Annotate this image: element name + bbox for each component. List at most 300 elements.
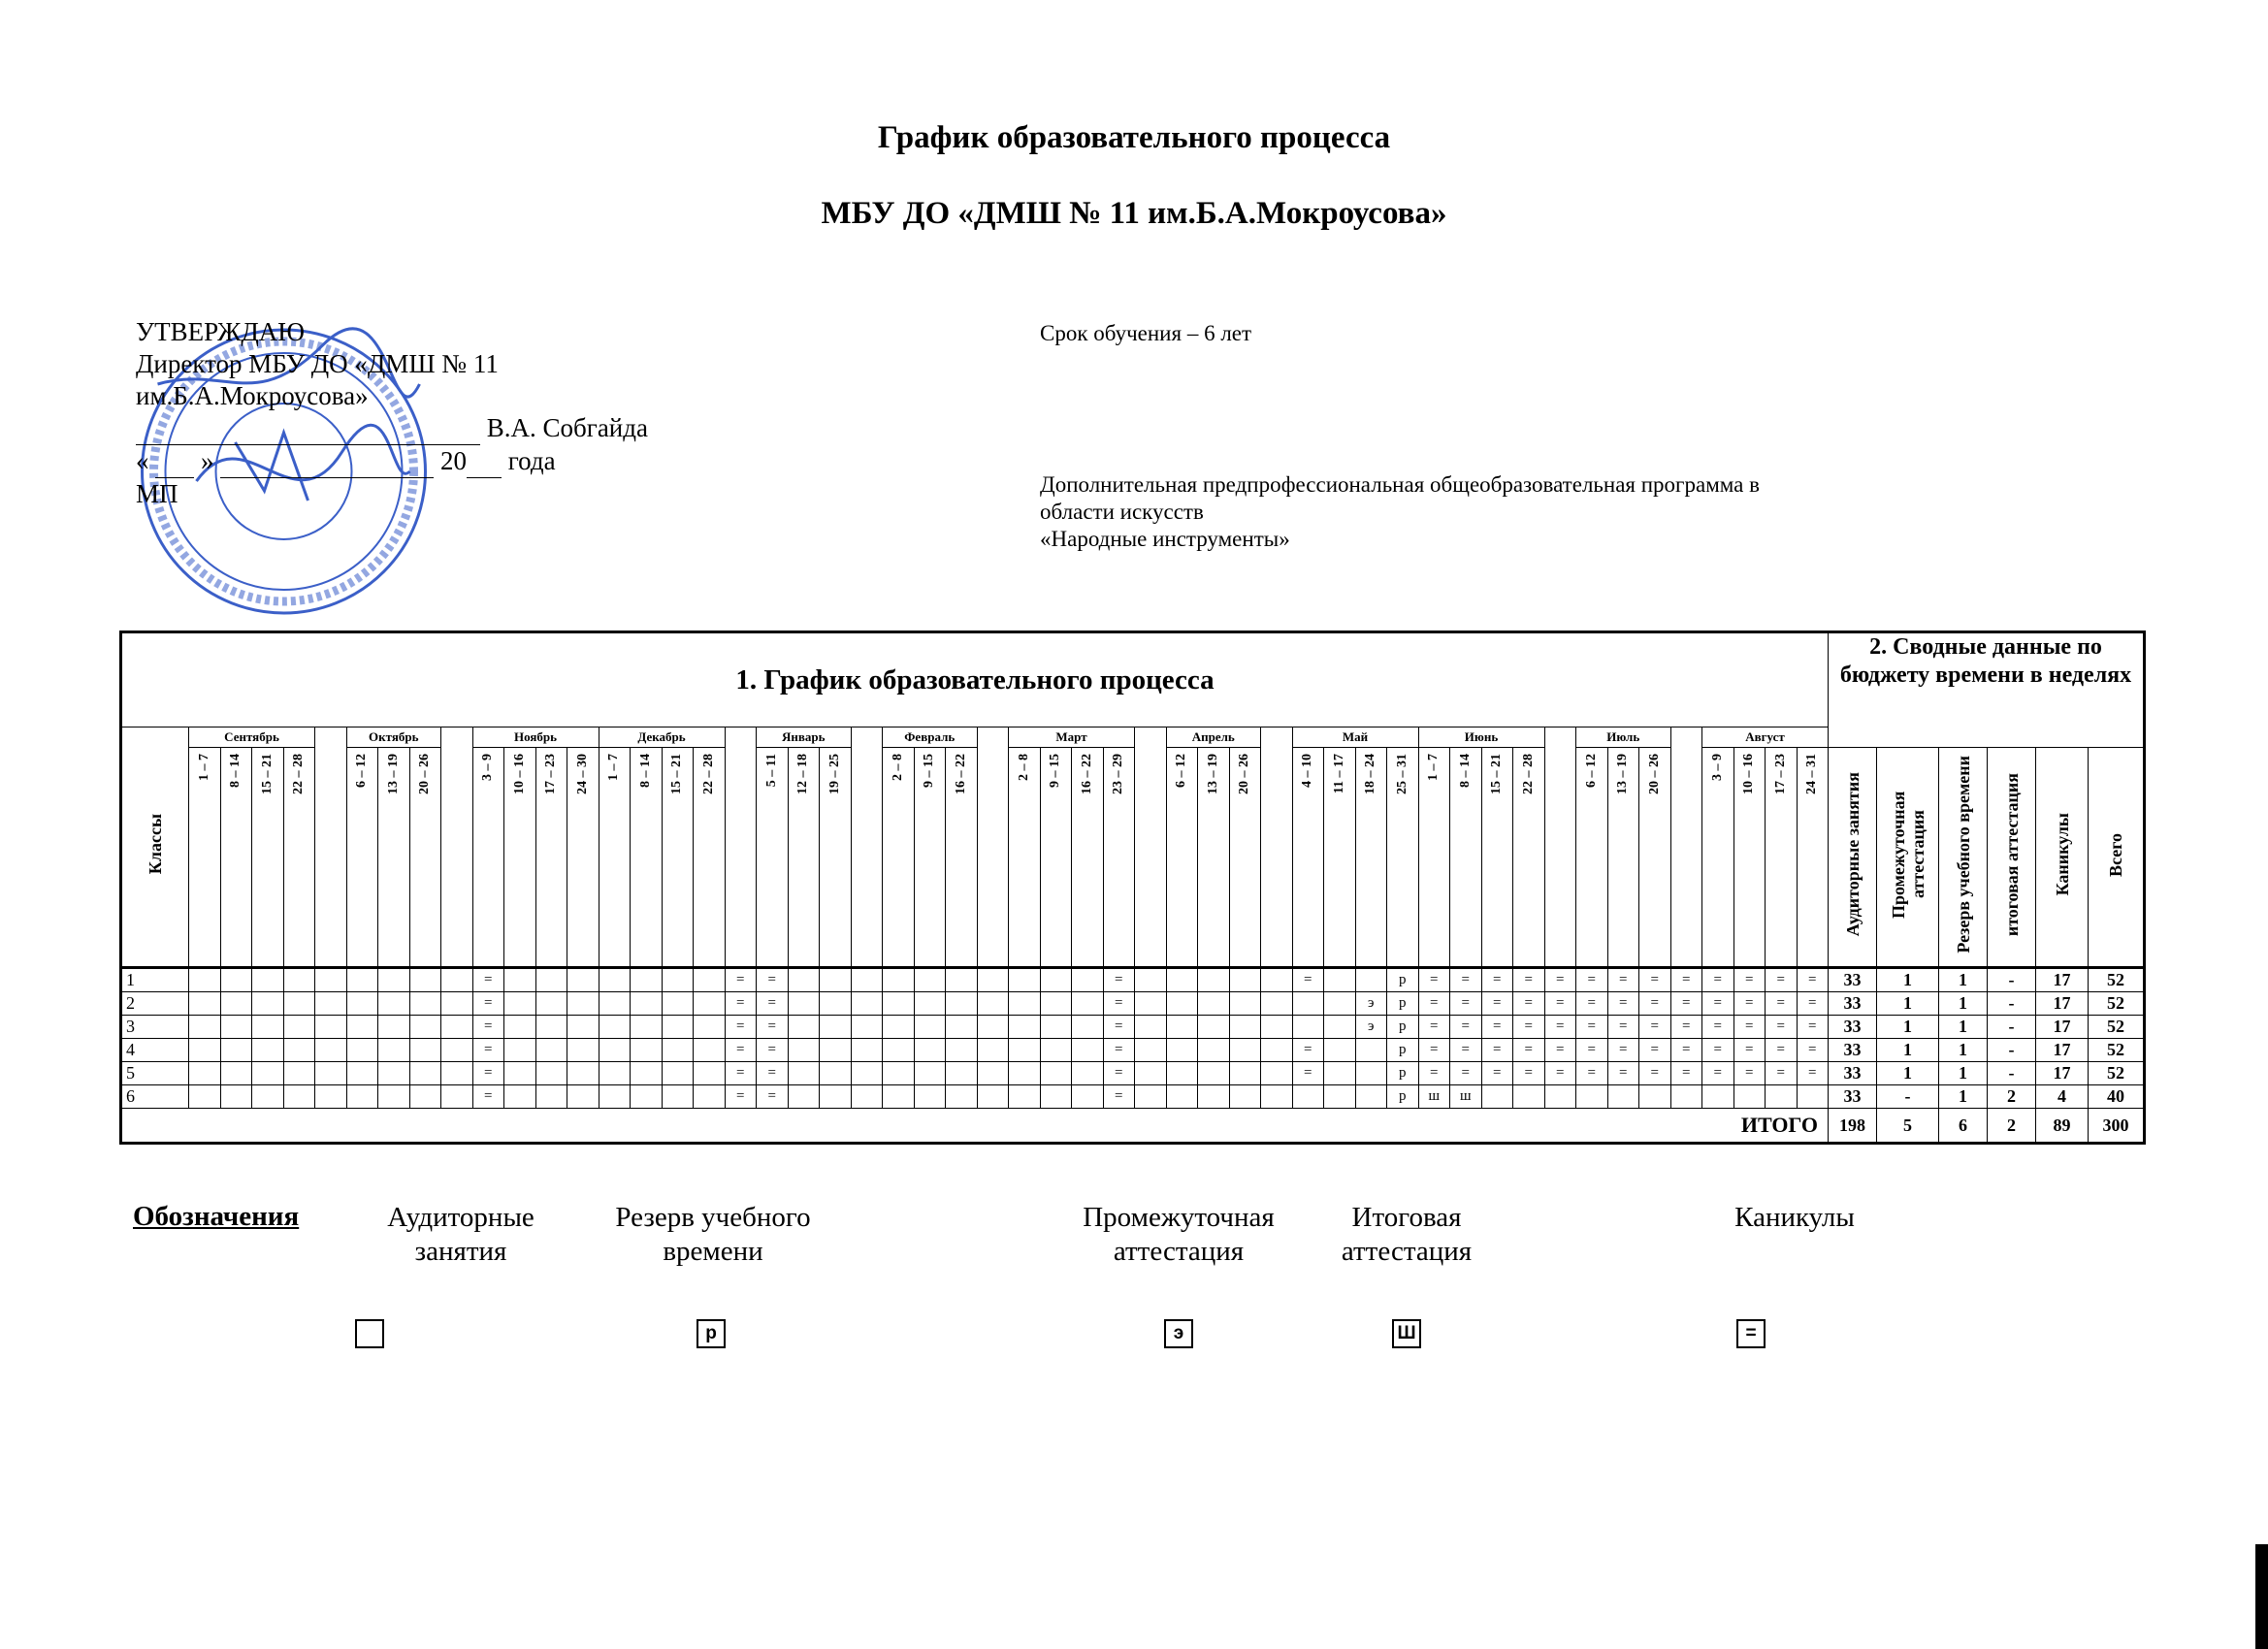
schedule-cell bbox=[631, 1016, 663, 1039]
summary-column-header: Промежуточная аттестация bbox=[1877, 748, 1939, 968]
schedule-cell: = bbox=[1670, 968, 1702, 992]
schedule-cell bbox=[1261, 992, 1293, 1016]
schedule-cell bbox=[694, 992, 726, 1016]
summary-column-header: Всего bbox=[2089, 748, 2145, 968]
class-number: 2 bbox=[121, 992, 189, 1016]
summary-cell: 52 bbox=[2089, 992, 2145, 1016]
schedule-cell bbox=[1009, 992, 1041, 1016]
week-header: 12 – 18 bbox=[788, 748, 820, 968]
schedule-cell: = bbox=[1576, 1062, 1608, 1085]
schedule-cell: = bbox=[1670, 1062, 1702, 1085]
week-header: 20 – 26 bbox=[409, 748, 441, 968]
summary-cell: - bbox=[1988, 1039, 2036, 1062]
summary-cell: 52 bbox=[2089, 1062, 2145, 1085]
schedule-cell bbox=[1135, 1016, 1167, 1039]
schedule-cell bbox=[378, 992, 410, 1016]
month-header bbox=[1544, 728, 1576, 968]
schedule-cell: = bbox=[1670, 1016, 1702, 1039]
legend-auditory-label: Аудиторные занятия bbox=[387, 1202, 535, 1267]
schedule-cell: = bbox=[1607, 1062, 1639, 1085]
schedule-cell bbox=[441, 992, 473, 1016]
table-row bbox=[121, 992, 2145, 1016]
week-header: 20 – 26 bbox=[1639, 748, 1671, 968]
schedule-cell: = bbox=[1544, 1016, 1576, 1039]
schedule-cell: = bbox=[1702, 1062, 1734, 1085]
schedule-cell bbox=[883, 1062, 915, 1085]
schedule-cell: = bbox=[1544, 992, 1576, 1016]
schedule-cell: = bbox=[1639, 968, 1671, 992]
schedule-cell bbox=[851, 1039, 883, 1062]
legend-reserve-label: Резерв учебного времени bbox=[615, 1202, 811, 1267]
schedule-cell: = bbox=[1481, 1062, 1513, 1085]
schedule-cell: = bbox=[472, 992, 504, 1016]
schedule-cell bbox=[946, 992, 978, 1016]
class-number: 1 bbox=[121, 968, 189, 992]
schedule-cell bbox=[1229, 1085, 1261, 1109]
schedule-cell bbox=[1040, 1016, 1072, 1039]
schedule-cell bbox=[820, 1085, 852, 1109]
summary-cell: 1 bbox=[1877, 992, 1939, 1016]
summary-column-header: Резерв учебного времени bbox=[1939, 748, 1988, 968]
schedule-cell: = bbox=[1607, 1039, 1639, 1062]
schedule-cell bbox=[1135, 1085, 1167, 1109]
year-prefix: 20 bbox=[440, 446, 467, 475]
schedule-cell: = bbox=[1576, 968, 1608, 992]
schedule-cell: = bbox=[1513, 1039, 1545, 1062]
summary-cell: 4 bbox=[2036, 1085, 2089, 1109]
week-header: 5 – 11 bbox=[757, 748, 789, 968]
legend-intermediate-box: э bbox=[1164, 1319, 1193, 1348]
schedule-cell: = bbox=[1702, 968, 1734, 992]
summary-cell: 1 bbox=[1939, 1085, 1988, 1109]
summary-cell: 1 bbox=[1939, 992, 1988, 1016]
itogo-cell: 300 bbox=[2089, 1109, 2145, 1144]
week-header: 11 – 17 bbox=[1324, 748, 1356, 968]
schedule-cell bbox=[567, 1039, 599, 1062]
summary-cell: 40 bbox=[2089, 1085, 2145, 1109]
summary-column-header: Каникулы bbox=[2036, 748, 2089, 968]
week-header: 23 – 29 bbox=[1103, 748, 1135, 968]
schedule-cell bbox=[220, 992, 252, 1016]
schedule-cell bbox=[189, 1039, 221, 1062]
schedule-cell bbox=[977, 1062, 1009, 1085]
schedule-cell bbox=[1355, 1062, 1387, 1085]
schedule-cell: = bbox=[1450, 1016, 1482, 1039]
schedule-cell bbox=[535, 1085, 567, 1109]
schedule-cell: = bbox=[1103, 1085, 1135, 1109]
schedule-cell bbox=[914, 1016, 946, 1039]
schedule-cell bbox=[252, 1016, 284, 1039]
summary-cell: 33 bbox=[1829, 968, 1877, 992]
schedule-cell bbox=[788, 1085, 820, 1109]
schedule-cell bbox=[977, 1039, 1009, 1062]
schedule-cell: = bbox=[1513, 992, 1545, 1016]
schedule-cell: = bbox=[1450, 968, 1482, 992]
schedule-cell bbox=[1324, 992, 1356, 1016]
schedule-cell: = bbox=[1576, 1039, 1608, 1062]
schedule-cell bbox=[883, 1039, 915, 1062]
schedule-cell bbox=[252, 1039, 284, 1062]
date-close-quote: » bbox=[201, 446, 214, 475]
schedule-cell bbox=[851, 1085, 883, 1109]
schedule-cell: = bbox=[1670, 992, 1702, 1016]
schedule-cell bbox=[504, 1085, 536, 1109]
schedule-cell bbox=[567, 1085, 599, 1109]
summary-cell: 52 bbox=[2089, 1039, 2145, 1062]
schedule-cell bbox=[946, 1085, 978, 1109]
approval-mp: МП bbox=[136, 479, 178, 508]
schedule-cell: = bbox=[725, 1016, 757, 1039]
schedule-cell bbox=[851, 968, 883, 992]
schedule-cell: = bbox=[725, 992, 757, 1016]
month-header: Декабрь bbox=[599, 728, 725, 748]
schedule-cell bbox=[189, 992, 221, 1016]
schedule-cell bbox=[283, 1085, 315, 1109]
schedule-cell: = bbox=[1103, 1062, 1135, 1085]
week-header: 16 – 22 bbox=[946, 748, 978, 968]
schedule-cell: э bbox=[1355, 1016, 1387, 1039]
schedule-cell: ш bbox=[1418, 1085, 1450, 1109]
schedule-cell bbox=[409, 992, 441, 1016]
schedule-cell bbox=[220, 1039, 252, 1062]
schedule-cell bbox=[1072, 1062, 1104, 1085]
schedule-cell: р bbox=[1387, 992, 1419, 1016]
week-header: 10 – 16 bbox=[504, 748, 536, 968]
week-header: 24 – 31 bbox=[1797, 748, 1829, 968]
schedule-cell: = bbox=[1797, 1039, 1829, 1062]
schedule-cell bbox=[189, 968, 221, 992]
week-header: 1 – 7 bbox=[1418, 748, 1450, 968]
legend-final-box: Ш bbox=[1392, 1319, 1421, 1348]
approval-school: им.Б.А.Мокроусова» bbox=[136, 381, 369, 410]
schedule-cell: = bbox=[472, 1039, 504, 1062]
week-header: 13 – 19 bbox=[1607, 748, 1639, 968]
schedule-table bbox=[119, 630, 2146, 1145]
month-header: Октябрь bbox=[346, 728, 441, 748]
month-header: Июнь bbox=[1418, 728, 1544, 748]
week-header: 6 – 12 bbox=[1576, 748, 1608, 968]
class-number: 4 bbox=[121, 1039, 189, 1062]
schedule-cell bbox=[346, 1062, 378, 1085]
schedule-cell: = bbox=[1544, 1039, 1576, 1062]
week-header: 22 – 28 bbox=[694, 748, 726, 968]
schedule-cell bbox=[662, 1016, 694, 1039]
schedule-cell: = bbox=[1481, 1039, 1513, 1062]
itogo-cell: 89 bbox=[2036, 1109, 2089, 1144]
schedule-cell bbox=[883, 1016, 915, 1039]
summary-cell: - bbox=[1988, 1016, 2036, 1039]
schedule-cell bbox=[662, 992, 694, 1016]
summary-cell: 33 bbox=[1829, 1016, 1877, 1039]
schedule-cell: = bbox=[472, 1062, 504, 1085]
month-header bbox=[725, 728, 757, 968]
legend-final-label: Итоговая аттестация bbox=[1341, 1202, 1473, 1267]
month-header bbox=[315, 728, 347, 968]
schedule-cell bbox=[694, 1039, 726, 1062]
schedule-cell bbox=[567, 1062, 599, 1085]
table-row bbox=[121, 968, 2145, 992]
month-header: Февраль bbox=[883, 728, 978, 748]
class-number: 3 bbox=[121, 1016, 189, 1039]
schedule-cell bbox=[1040, 1062, 1072, 1085]
schedule-cell bbox=[788, 968, 820, 992]
schedule-cell bbox=[504, 968, 536, 992]
schedule-cell bbox=[788, 1062, 820, 1085]
week-header: 13 – 19 bbox=[378, 748, 410, 968]
week-header: 18 – 24 bbox=[1355, 748, 1387, 968]
week-header: 2 – 8 bbox=[883, 748, 915, 968]
schedule-cell: = bbox=[1639, 1016, 1671, 1039]
schedule-cell: = bbox=[1418, 968, 1450, 992]
month-header bbox=[441, 728, 473, 968]
schedule-cell bbox=[1166, 1016, 1198, 1039]
summary-cell: 1 bbox=[1877, 1039, 1939, 1062]
schedule-cell bbox=[883, 968, 915, 992]
week-header: 8 – 14 bbox=[220, 748, 252, 968]
schedule-cell bbox=[441, 968, 473, 992]
schedule-cell bbox=[409, 1062, 441, 1085]
schedule-cell: = bbox=[1607, 968, 1639, 992]
itogo-cell: 5 bbox=[1877, 1109, 1939, 1144]
schedule-cell bbox=[535, 992, 567, 1016]
schedule-cell bbox=[1733, 1085, 1766, 1109]
schedule-cell: = bbox=[1103, 992, 1135, 1016]
schedule-cell bbox=[851, 992, 883, 1016]
week-header: 22 – 28 bbox=[1513, 748, 1545, 968]
schedule-cell: = bbox=[1450, 992, 1482, 1016]
schedule-cell bbox=[1607, 1085, 1639, 1109]
schedule-cell: = bbox=[1766, 968, 1798, 992]
study-term: Срок обучения – 6 лет bbox=[1040, 321, 1252, 345]
schedule-header: 1. График образовательного процесса bbox=[121, 632, 1829, 728]
schedule-cell bbox=[1009, 1085, 1041, 1109]
schedule-cell: = bbox=[1292, 968, 1324, 992]
month-header: Сентябрь bbox=[189, 728, 315, 748]
schedule-cell bbox=[283, 1062, 315, 1085]
schedule-cell bbox=[788, 1039, 820, 1062]
schedule-cell bbox=[409, 1085, 441, 1109]
schedule-cell bbox=[788, 992, 820, 1016]
schedule-cell bbox=[946, 1016, 978, 1039]
schedule-cell bbox=[662, 968, 694, 992]
schedule-cell bbox=[946, 1062, 978, 1085]
schedule-cell bbox=[378, 1039, 410, 1062]
schedule-cell bbox=[1324, 1016, 1356, 1039]
class-number: 5 bbox=[121, 1062, 189, 1085]
schedule-cell bbox=[788, 1016, 820, 1039]
schedule-cell: = bbox=[725, 1062, 757, 1085]
legend-holidays-box: = bbox=[1736, 1319, 1766, 1348]
schedule-cell: = bbox=[1766, 1062, 1798, 1085]
legend-holidays-label: Каникулы bbox=[1734, 1202, 1855, 1233]
schedule-cell bbox=[599, 1039, 631, 1062]
schedule-cell bbox=[535, 1039, 567, 1062]
approval-position: Директор МБУ ДО «ДМШ № 11 bbox=[136, 349, 499, 378]
schedule-cell bbox=[409, 968, 441, 992]
schedule-cell bbox=[1292, 1016, 1324, 1039]
schedule-cell bbox=[535, 968, 567, 992]
schedule-cell bbox=[504, 1016, 536, 1039]
schedule-cell bbox=[1261, 1062, 1293, 1085]
schedule-cell: = bbox=[1733, 1016, 1766, 1039]
week-header: 22 – 28 bbox=[283, 748, 315, 968]
schedule-cell: = bbox=[1702, 992, 1734, 1016]
schedule-cell bbox=[441, 1062, 473, 1085]
schedule-cell bbox=[694, 968, 726, 992]
schedule-cell: = bbox=[1513, 1062, 1545, 1085]
schedule-cell: = bbox=[757, 968, 789, 992]
summary-cell: 17 bbox=[2036, 1016, 2089, 1039]
week-header: 24 – 30 bbox=[567, 748, 599, 968]
schedule-cell: = bbox=[1766, 1016, 1798, 1039]
schedule-cell: = bbox=[1766, 992, 1798, 1016]
schedule-cell bbox=[883, 992, 915, 1016]
schedule-cell bbox=[820, 992, 852, 1016]
summary-cell: - bbox=[1988, 968, 2036, 992]
schedule-cell bbox=[1355, 968, 1387, 992]
month-header: Март bbox=[1009, 728, 1135, 748]
schedule-cell bbox=[1324, 1062, 1356, 1085]
scan-edge bbox=[2255, 1544, 2268, 1649]
schedule-cell: = bbox=[757, 1062, 789, 1085]
schedule-cell bbox=[977, 1016, 1009, 1039]
week-header: 20 – 26 bbox=[1229, 748, 1261, 968]
schedule-cell: = bbox=[1544, 968, 1576, 992]
schedule-cell bbox=[1355, 1039, 1387, 1062]
schedule-cell bbox=[977, 968, 1009, 992]
summary-cell: 33 bbox=[1829, 992, 1877, 1016]
schedule-cell bbox=[567, 968, 599, 992]
schedule-cell bbox=[1355, 1085, 1387, 1109]
schedule-cell: = bbox=[1733, 992, 1766, 1016]
schedule-cell: = bbox=[1292, 1062, 1324, 1085]
week-header: 3 – 9 bbox=[1702, 748, 1734, 968]
schedule-cell bbox=[599, 992, 631, 1016]
schedule-cell bbox=[315, 1085, 347, 1109]
schedule-cell: = bbox=[1797, 1062, 1829, 1085]
week-header: 8 – 14 bbox=[1450, 748, 1482, 968]
summary-cell: - bbox=[1877, 1085, 1939, 1109]
schedule-cell bbox=[914, 1039, 946, 1062]
schedule-cell bbox=[1009, 968, 1041, 992]
schedule-cell bbox=[1198, 1039, 1230, 1062]
program-line-2: области искусств bbox=[1040, 500, 1204, 524]
schedule-cell bbox=[252, 992, 284, 1016]
schedule-cell bbox=[1324, 1085, 1356, 1109]
week-header: 10 – 16 bbox=[1733, 748, 1766, 968]
schedule-cell bbox=[252, 1085, 284, 1109]
summary-cell: - bbox=[1988, 992, 2036, 1016]
classes-label: Классы bbox=[146, 814, 165, 875]
schedule-cell bbox=[1040, 1085, 1072, 1109]
schedule-cell: = bbox=[1513, 968, 1545, 992]
schedule-cell: = bbox=[1733, 1039, 1766, 1062]
schedule-cell bbox=[631, 968, 663, 992]
schedule-cell bbox=[409, 1016, 441, 1039]
schedule-cell: = bbox=[725, 1085, 757, 1109]
itogo-label: ИТОГО bbox=[1740, 1113, 1818, 1137]
schedule-cell bbox=[1040, 1039, 1072, 1062]
legend-auditory-box bbox=[355, 1319, 384, 1348]
schedule-cell bbox=[1072, 968, 1104, 992]
legend-intermediate-label: Промежуточная аттестация bbox=[1083, 1202, 1275, 1267]
itogo-row bbox=[121, 1109, 2145, 1144]
schedule-cell bbox=[914, 968, 946, 992]
schedule-cell bbox=[851, 1016, 883, 1039]
schedule-cell bbox=[283, 1016, 315, 1039]
schedule-cell: = bbox=[1544, 1062, 1576, 1085]
schedule-cell bbox=[252, 968, 284, 992]
schedule-cell bbox=[946, 1039, 978, 1062]
schedule-cell: = bbox=[1481, 992, 1513, 1016]
table-row bbox=[121, 1062, 2145, 1085]
table-row bbox=[121, 1016, 2145, 1039]
schedule-cell bbox=[694, 1016, 726, 1039]
schedule-cell bbox=[1135, 968, 1167, 992]
schedule-cell: = bbox=[757, 992, 789, 1016]
schedule-cell bbox=[631, 992, 663, 1016]
schedule-cell bbox=[1292, 992, 1324, 1016]
schedule-cell bbox=[409, 1039, 441, 1062]
schedule-cell bbox=[283, 968, 315, 992]
schedule-cell bbox=[441, 1039, 473, 1062]
week-header: 13 – 19 bbox=[1198, 748, 1230, 968]
schedule-cell: = bbox=[1418, 1039, 1450, 1062]
week-header: 17 – 23 bbox=[1766, 748, 1798, 968]
summary-cell: 33 bbox=[1829, 1062, 1877, 1085]
schedule-cell bbox=[1135, 1039, 1167, 1062]
schedule-cell bbox=[1229, 1062, 1261, 1085]
schedule-cell bbox=[346, 1039, 378, 1062]
schedule-cell: = bbox=[1450, 1039, 1482, 1062]
schedule-cell bbox=[535, 1062, 567, 1085]
schedule-cell bbox=[1166, 992, 1198, 1016]
schedule-cell bbox=[1166, 968, 1198, 992]
summary-cell: 1 bbox=[1877, 1016, 1939, 1039]
schedule-cell: = bbox=[757, 1016, 789, 1039]
week-header: 9 – 15 bbox=[914, 748, 946, 968]
schedule-cell: = bbox=[1418, 1062, 1450, 1085]
summary-cell: 33 bbox=[1829, 1039, 1877, 1062]
schedule-cell bbox=[1040, 992, 1072, 1016]
schedule-cell: = bbox=[472, 968, 504, 992]
summary-cell: 33 bbox=[1829, 1085, 1877, 1109]
month-header: Май bbox=[1292, 728, 1418, 748]
month-header bbox=[851, 728, 883, 968]
schedule-cell bbox=[1702, 1085, 1734, 1109]
week-header: 2 – 8 bbox=[1009, 748, 1041, 968]
schedule-cell bbox=[1324, 1039, 1356, 1062]
summary-cell: 17 bbox=[2036, 992, 2089, 1016]
schedule-cell bbox=[1166, 1062, 1198, 1085]
month-header bbox=[1135, 728, 1167, 968]
schedule-cell bbox=[1544, 1085, 1576, 1109]
month-header bbox=[1261, 728, 1293, 968]
schedule-cell bbox=[662, 1085, 694, 1109]
schedule-cell: = bbox=[1702, 1016, 1734, 1039]
schedule-cell bbox=[1198, 1016, 1230, 1039]
schedule-cell bbox=[315, 1062, 347, 1085]
week-header: 16 – 22 bbox=[1072, 748, 1104, 968]
week-header: 9 – 15 bbox=[1040, 748, 1072, 968]
schedule-cell bbox=[1229, 968, 1261, 992]
schedule-cell: = bbox=[1513, 1016, 1545, 1039]
schedule-cell: = bbox=[725, 968, 757, 992]
schedule-cell bbox=[1261, 1039, 1293, 1062]
schedule-cell: = bbox=[1733, 1062, 1766, 1085]
month-header: Январь bbox=[757, 728, 852, 748]
program-line-1: Дополнительная предпрофессиональная общеобразовательная программа в bbox=[1040, 472, 1760, 497]
